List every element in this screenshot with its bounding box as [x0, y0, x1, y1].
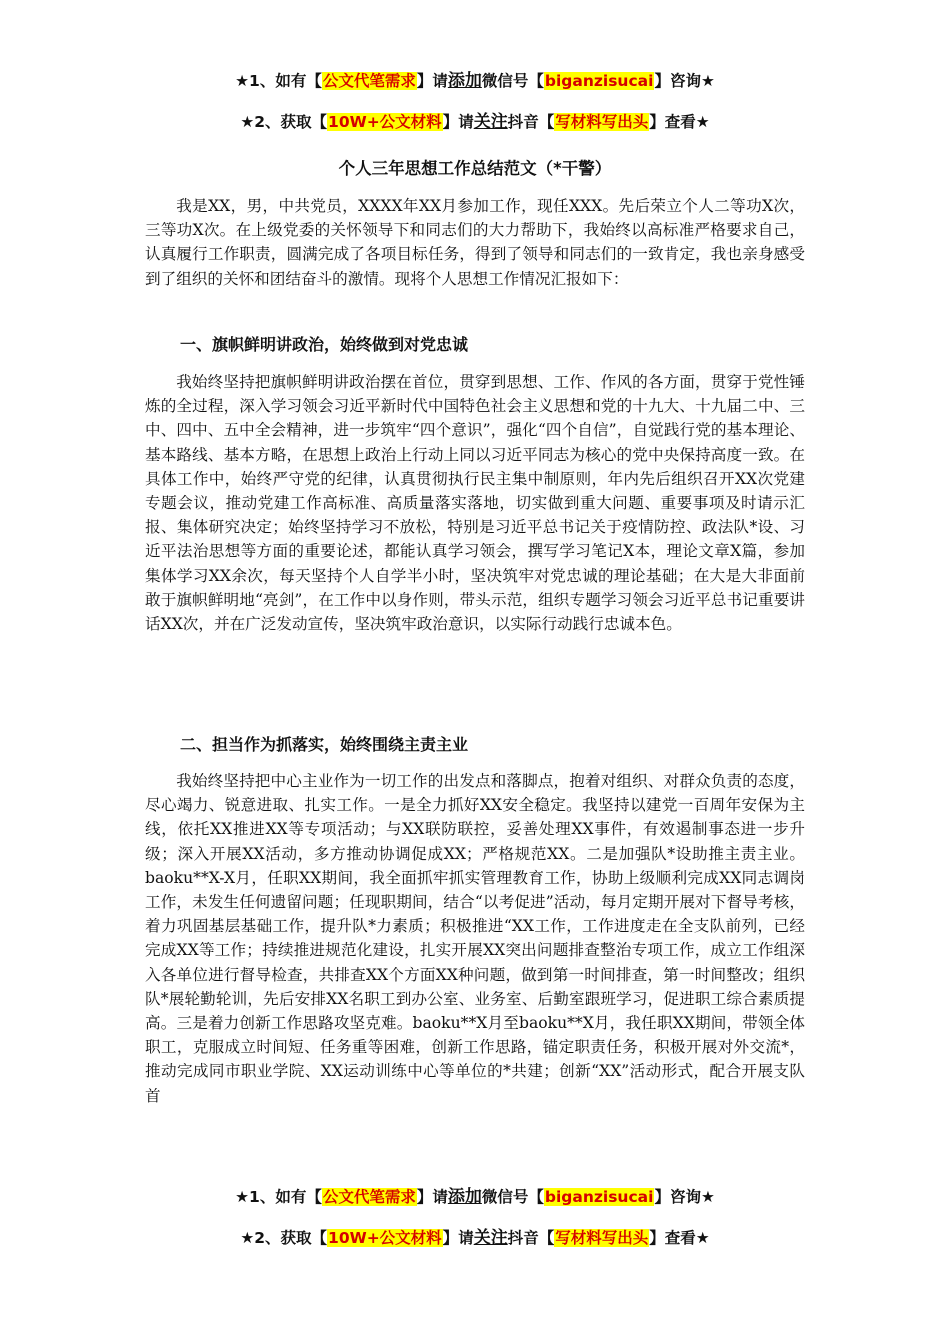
highlight-materials: 10W+公文材料 — [328, 113, 442, 131]
intro-paragraph: 我是XX，男，中共党员，XXXX年XX月参加工作，现任XXX。先后荣立个人二等功X次，三等功X次。在上级党委的关怀领导下和同志们的大力帮助下，我始终以高标准严格要求自己，认真履行工作职责，圆满完成了各项目标任务，得到了领导和同志们的一致肯定，我也亲身感受到了组织的关怀和团结奋斗的激情。现将个人思想工作情况汇报如下： — [145, 197, 805, 288]
section-heading-2: 二、担当作为抓落实，始终围绕主责主业 — [180, 735, 469, 754]
banner-text: 】请 — [416, 1188, 448, 1206]
bottom-banner-line-1 — [0, 1186, 950, 1208]
highlight-wechat-id: biganzisucai — [544, 1188, 654, 1206]
underlined-follow: 关注 — [473, 112, 508, 132]
underlined-add: 添加 — [447, 71, 482, 91]
banner-text: 抖音【 — [507, 113, 555, 131]
highlight-douyin-account: 写材料写出头 — [555, 1229, 649, 1247]
banner-text: 】请 — [442, 1229, 474, 1247]
banner-text: ★1、如有【 — [235, 72, 322, 90]
section-heading-1: 一、旗帜鲜明讲政治，始终做到对党忠诚 — [180, 335, 469, 354]
highlight-writing-service: 公文代笔需求 — [322, 72, 416, 90]
banner-text: 】请 — [442, 113, 474, 131]
highlight-materials: 10W+公文材料 — [328, 1229, 442, 1247]
top-banner-line-2 — [0, 111, 950, 133]
underlined-add: 添加 — [447, 1187, 482, 1207]
top-banner-line-1 — [0, 70, 950, 92]
banner-text: 抖音【 — [507, 1229, 555, 1247]
banner-text: 】查看★ — [649, 1229, 710, 1247]
banner-text: 】咨询★ — [654, 72, 715, 90]
banner-text: ★1、如有【 — [235, 1188, 322, 1206]
banner-text: 】请 — [416, 72, 448, 90]
banner-text: 】咨询★ — [654, 1188, 715, 1206]
highlight-wechat-id: biganzisucai — [544, 72, 654, 90]
banner-text: ★2、获取【 — [240, 1229, 328, 1247]
section-2-paragraph: 我始终坚持把中心主业作为一切工作的出发点和落脚点，抱着对组织、对群众负责的态度，尽心竭力、锐意进取、扎实工作。一是全力抓好XX安全稳定。我坚持以建党一百周年安保为主线，依托XX推进XX等专项活动；与XX联防联控，妥善处理XX事件，有效遏制事态进一步升级；深入开展XX活动，多方推动协调促成XX；严格规范XX。二是加强队*设助推主责主业。baoku**X-X月，任职XX期间，我全面抓牢抓实管理教育工作，协助上级顺利完成XX同志调岗工作，未发生任何遗留问题；任现职期间，结合“以考促进”活动，每月定期开展对下督导考核，着力巩固基层基础工作，提升队*力素质；积极推进“XX工作，工作进度走在全支队前列，已经完成XX等工作；持续推进规范化建设，扎实开展XX突出问题排查整治专项工作，成立工作组深入各单位进行督导检查，共排查XX个方面XX种问题，做到第一时间排查，第一时间整改；组织队*展轮勤轮训，先后安排XX名职工到办公室、业务室、后勤室跟班学习，促进职工综合素质提高。三是着力创新工作思路攻坚克难。baoku**X月至baoku**X月，我任职XX期间，带领全体职工，克服成立时间短、任务重等困难，创新工作思路，锚定职责任务，积极开展对外交流*，推动完成同市职业学院、XX运动训练中心等单位的*共建；创新“XX”活动形式，配合开展支队首 — [145, 772, 805, 1105]
bottom-banner-line-2 — [0, 1227, 950, 1249]
highlight-writing-service: 公文代笔需求 — [322, 1188, 416, 1206]
section-1-paragraph: 我始终坚持把旗帜鲜明讲政治摆在首位，贯穿到思想、工作、作风的各方面，贯穿于党性锤炼的全过程，深入学习领会习近平新时代中国特色社会主义思想和党的十九大、十九届二中、三中、四中、五中全会精神，进一步筑牢“四个意识”，强化“四个自信”，自觉践行党的基本理论、基本路线、基本方略，在思想上政治上行动上同以习近平同志为核心的党中央保持高度一致。在具体工作中，始终严守党的纪律，认真贯彻执行民主集中制原则，年内先后组织召开XX次党建专题会议，推动党建工作高标准、高质量落实落地，切实做到重大问题、重要事项及时请示汇报、集体研究决定；始终坚持学习不放松，特别是习近平总书记关于疫情防控、政法队*设、习近平法治思想等方面的重要论述，都能认真学习领会，撰写学习笔记X本，理论文章X篇，参加集体学习XX余次，每天坚持个人自学半小时，坚决筑牢对党忠诚的理论基础；在大是大非面前敢于旗帜鲜明地“亮剑”，在工作中以身作则，带头示范，组织专题学习领会习近平总书记重要讲话XX次，并在广泛发动宣传，坚决筑牢政治意识，以实际行动践行忠诚本色。 — [145, 373, 805, 634]
banner-text: 微信号【 — [481, 1188, 544, 1206]
highlight-douyin-account: 写材料写出头 — [555, 113, 649, 131]
section-2-block — [145, 769, 805, 1108]
banner-text: 微信号【 — [481, 72, 544, 90]
underlined-follow: 关注 — [473, 1228, 508, 1248]
section-1-block — [145, 370, 805, 636]
document-title: 个人三年思想工作总结范文（*干警） — [338, 159, 612, 178]
banner-text: ★2、获取【 — [240, 113, 328, 131]
banner-text: 】查看★ — [649, 113, 710, 131]
intro-paragraph-block — [145, 194, 805, 291]
